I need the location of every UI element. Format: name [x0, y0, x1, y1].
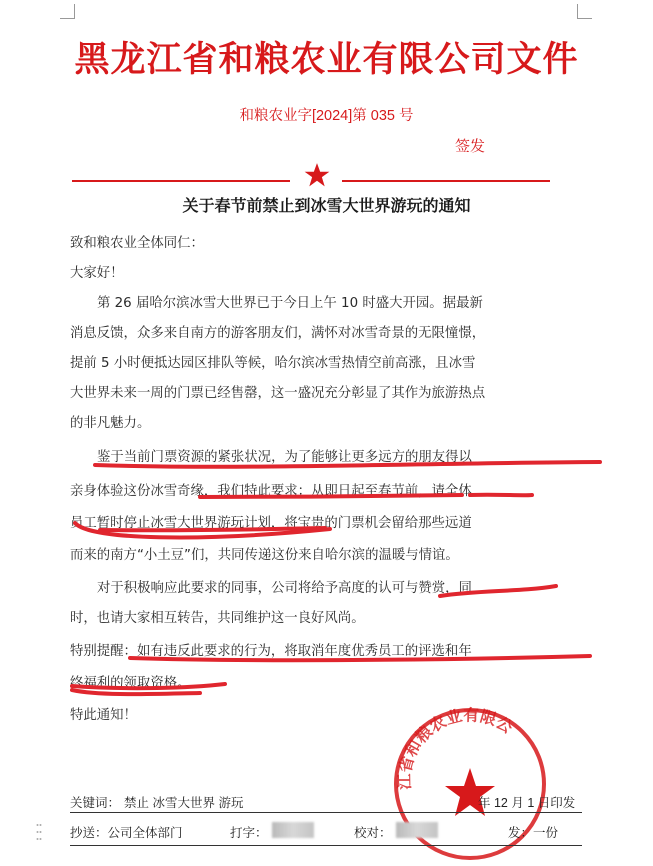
print-date: 年 12 月 1 日印发	[478, 796, 576, 810]
paragraph-1-line: 的非凡魅力。	[70, 416, 151, 431]
document-number: 和粮农业字[2024]第 035 号	[239, 108, 414, 124]
paragraph-4-line: 特别提醒：如有违反此要求的行为，将取消年度优秀员工的评选和年	[70, 644, 472, 659]
greeting: 大家好！	[70, 266, 124, 281]
paragraph-1-line: 大世界未来一周的门票已经售罄，这一盛况充分彰显了其作为旅游热点	[70, 386, 486, 401]
paragraph-4-line: 终福利的领取资格。	[70, 676, 191, 691]
paragraph-2-line: 鉴于当前门票资源的紧张状况，为了能够让更多远方的朋友得以	[97, 450, 472, 465]
document-header-title: 黑龙江省和粮农业有限公司文件	[74, 39, 579, 80]
paragraph-1-line: 消息反馈，众多来自南方的游客朋友们，满怀对冰雪奇景的无限憧憬，	[70, 326, 486, 341]
svg-text:江省和粮农业有限公	[395, 706, 517, 791]
keywords-value: 禁止 冰雪大世界 游玩	[124, 796, 244, 810]
underline-stroke	[470, 495, 532, 496]
paragraph-1-line: 第 26 届哈尔滨冰雪大世界已于今日上午 10 时盛大开园。据最新	[97, 296, 483, 311]
star-icon	[304, 162, 330, 188]
seal-text: 江省和粮农业有限公	[394, 706, 517, 790]
crop-mark-top-left	[60, 4, 75, 19]
closing: 特此通知！	[70, 708, 137, 723]
paragraph-3-line: 时，也请大家相互转告，共同维护这一良好风尚。	[70, 611, 365, 626]
paragraph-2-line: 亲身体验这份冰雪奇缘，我们特此要求：从即日起至春节前，请全体	[70, 484, 472, 499]
paragraph-2-line: 而来的南方“小土豆”们，共同传递这份来自哈尔滨的温暖与情谊。	[70, 548, 459, 563]
footer-divider	[70, 812, 582, 813]
notice-title: 关于春节前禁止到冰雪大世界游玩的通知	[182, 196, 471, 215]
redacted-typist	[272, 822, 314, 838]
red-divider-right	[342, 180, 550, 182]
paragraph-1-line: 提前 5 小时便抵达园区排队等候，哈尔滨冰雪热情空前高涨，且冰雪	[70, 356, 476, 371]
typist-label: 打字：	[230, 826, 268, 840]
red-divider-left	[72, 180, 290, 182]
crop-mark-top-right	[577, 4, 592, 19]
salutation: 致和粮农业全体同仁：	[70, 236, 204, 251]
keywords-label: 关键词：	[70, 796, 121, 810]
proofreader-label: 校对：	[354, 826, 392, 840]
copy-to: 抄送：公司全体部门	[70, 826, 183, 840]
copies-count: 发：一份	[508, 826, 559, 840]
drag-handle-icon	[36, 822, 42, 842]
redacted-proofreader	[396, 822, 438, 838]
paragraph-3-line: 对于积极响应此要求的同事，公司将给予高度的认可与赞赏，同	[97, 581, 472, 596]
signer-label: 签发	[455, 138, 486, 155]
footer-divider	[70, 845, 582, 846]
paragraph-2-line: 员工暂时停止冰雪大世界游玩计划，将宝贵的门票机会留给那些远道	[70, 516, 472, 531]
